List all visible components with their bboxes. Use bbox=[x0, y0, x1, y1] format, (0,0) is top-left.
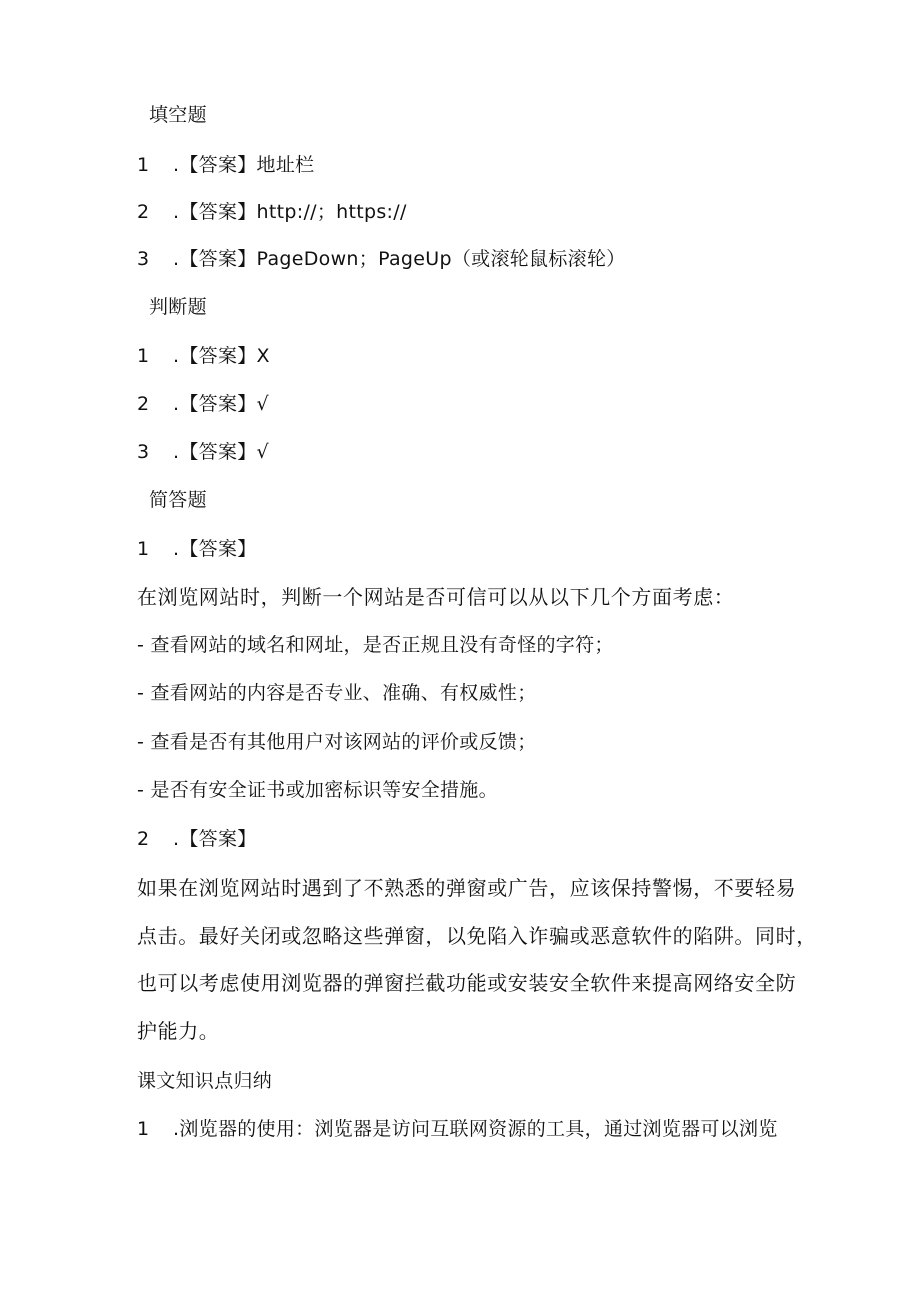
summary-item-1 bbox=[137, 1117, 778, 1141]
answer-text: .【答案】地址栏 bbox=[173, 154, 315, 176]
short-answer-2-line: 护能力。 bbox=[137, 1019, 220, 1043]
short-answer-label-2 bbox=[137, 827, 257, 851]
short-answer-2-line: 如果在浏览网站时遇到了不熟悉的弹窗或广告，应该保持警惕，不要轻易 bbox=[137, 876, 797, 900]
section-heading-fill-in: 填空题 bbox=[149, 104, 207, 126]
item-number: 2 bbox=[137, 201, 150, 223]
answer-text: .【答案】X bbox=[173, 345, 270, 367]
section-heading-true-false: 判断题 bbox=[149, 296, 207, 318]
short-answer-1-bullet: - 查看网站的内容是否专业、准确、有权威性； bbox=[137, 682, 537, 704]
answer-text: .【答案】PageDown；PageUp（或滚轮鼠标滚轮） bbox=[173, 248, 626, 270]
answer-label: .【答案】 bbox=[173, 828, 257, 850]
section-heading-summary: 课文知识点归纳 bbox=[137, 1070, 273, 1092]
item-number: 1 bbox=[137, 154, 150, 176]
section-heading-short-answer: 简答题 bbox=[149, 489, 207, 511]
short-answer-1-intro: 在浏览网站时，判断一个网站是否可信可以从以下几个方面考虑： bbox=[137, 585, 735, 609]
item-number: 2 bbox=[137, 393, 150, 415]
true-false-answer-1 bbox=[137, 344, 270, 368]
answer-text: .【答案】√ bbox=[173, 441, 269, 463]
item-number: 1 bbox=[137, 345, 150, 367]
item-number: 1 bbox=[137, 1118, 150, 1140]
short-answer-2-line: 也可以考虑使用浏览器的弹窗拦截功能或安装安全软件来提高网络安全防 bbox=[137, 971, 797, 995]
short-answer-1-bullet: - 是否有安全证书或加密标识等安全措施。 bbox=[137, 779, 498, 801]
short-answer-label-1 bbox=[137, 537, 257, 561]
answer-label: .【答案】 bbox=[173, 538, 257, 560]
fill-in-answer-2 bbox=[137, 200, 407, 224]
answer-text: .【答案】√ bbox=[173, 393, 269, 415]
summary-text: .浏览器的使用：浏览器是访问互联网资源的工具，通过浏览器可以浏览 bbox=[173, 1118, 778, 1140]
item-number: 2 bbox=[137, 828, 150, 850]
fill-in-answer-1 bbox=[137, 153, 314, 177]
fill-in-answer-3 bbox=[137, 247, 626, 271]
true-false-answer-3 bbox=[137, 440, 269, 464]
short-answer-1-bullet: - 查看是否有其他用户对该网站的评价或反馈； bbox=[137, 731, 537, 753]
item-number: 3 bbox=[137, 248, 150, 270]
answer-text: .【答案】http://；https:// bbox=[173, 201, 407, 223]
item-number: 1 bbox=[137, 538, 150, 560]
short-answer-1-bullet: - 查看网站的域名和网址，是否正规且没有奇怪的字符； bbox=[137, 634, 614, 656]
item-number: 3 bbox=[137, 441, 150, 463]
short-answer-2-line: 点击。最好关闭或忽略这些弹窗，以免陷入诈骗或恶意软件的陷阱。同时， bbox=[137, 924, 817, 948]
true-false-answer-2 bbox=[137, 392, 269, 416]
